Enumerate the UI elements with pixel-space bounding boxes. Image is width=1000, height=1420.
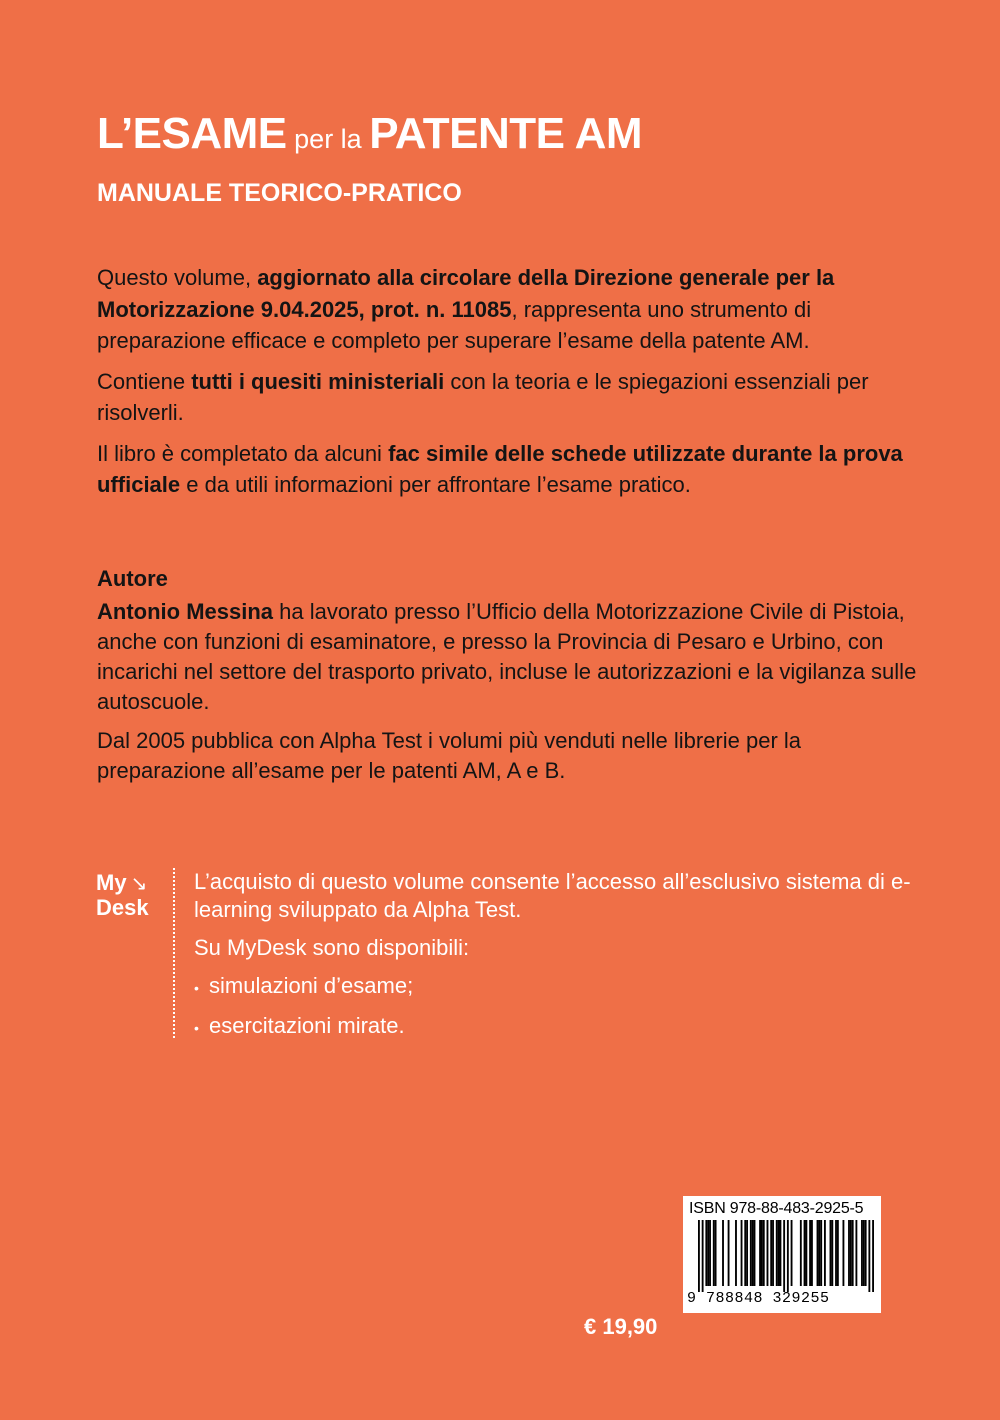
barcode-bar xyxy=(863,1220,865,1286)
title-part-per-la: per la xyxy=(286,124,370,154)
list-item xyxy=(194,972,914,1002)
barcode-bar xyxy=(759,1220,761,1286)
title-part-esame: L’ESAME xyxy=(97,109,287,158)
mydesk-logo xyxy=(96,871,149,920)
desc-text: con la teoria e le spiegazioni essenziali per risolverli. xyxy=(97,368,869,425)
barcode-bars xyxy=(698,1220,874,1292)
barcode xyxy=(683,1196,881,1313)
barcode-bar xyxy=(850,1220,852,1286)
barcode-bar xyxy=(800,1220,802,1286)
barcode-bar xyxy=(761,1220,763,1286)
arrow-down-right-icon: ↘ xyxy=(130,873,148,895)
barcode-bar xyxy=(843,1220,845,1286)
barcode-bar xyxy=(820,1220,822,1286)
barcode-bar xyxy=(741,1220,743,1286)
barcode-bar xyxy=(818,1220,820,1286)
mydesk-logo-my: My xyxy=(96,870,127,895)
barcode-bar xyxy=(752,1220,754,1286)
barcode-bar xyxy=(817,1220,819,1286)
barcode-bar xyxy=(830,1220,832,1286)
price: € 19,90 xyxy=(584,1314,658,1339)
barcode-bar xyxy=(772,1220,774,1286)
barcode-bar xyxy=(783,1220,785,1292)
barcode-bar xyxy=(837,1220,839,1286)
mydesk-info xyxy=(194,868,914,1052)
barcode-bar xyxy=(728,1220,730,1286)
list-item-text: simulazioni d’esame; xyxy=(209,973,414,998)
desc-text: Questo volume, xyxy=(97,265,258,290)
barcode-bar xyxy=(715,1220,717,1286)
barcode-bar xyxy=(744,1220,746,1286)
barcode-bar xyxy=(705,1220,707,1286)
barcode-bar xyxy=(835,1220,837,1286)
barcode-bar xyxy=(746,1220,748,1286)
mydesk-intro: L’acquisto di questo volume consente l’accesso all’esclusivo sistema di e-learning sviluppato da Alpha Test. xyxy=(194,869,911,922)
desc-text: Il libro è completato da alcuni xyxy=(97,440,389,466)
barcode-bar xyxy=(770,1220,772,1286)
list-item xyxy=(194,1012,914,1042)
description-paragraph-2 xyxy=(97,366,927,429)
author-bio xyxy=(97,597,927,717)
desc-text: , rappresenta uno strumento di preparazione efficace e completo per superare l’esame della patente AM. xyxy=(97,296,812,353)
barcode-bar xyxy=(831,1220,833,1286)
book-title xyxy=(97,108,642,165)
barcode-bar xyxy=(702,1220,704,1292)
barcode-bar xyxy=(805,1220,807,1286)
description-paragraph-1 xyxy=(97,262,927,357)
barcode-bar xyxy=(698,1220,700,1292)
barcode-bar xyxy=(754,1220,756,1286)
author-bio-2: Dal 2005 pubblica con Alpha Test i volumi più venduti nelle librerie per la preparazione all’esame per le patenti AM, A e B. xyxy=(97,728,802,783)
title-part-patente: PATENTE AM xyxy=(369,109,643,158)
barcode-bar xyxy=(709,1220,711,1286)
desc-text: Contiene xyxy=(97,368,192,394)
mydesk-list xyxy=(194,972,914,1042)
author-section xyxy=(97,564,927,795)
barcode-bar xyxy=(787,1220,789,1292)
barcode-bar xyxy=(763,1220,765,1286)
title-block xyxy=(97,108,642,208)
book-subtitle: MANUALE TEORICO-PRATICO xyxy=(97,179,462,207)
barcode-bar xyxy=(868,1220,870,1292)
author-bio-text: ha lavorato presso l’Ufficio della Motorizzazione Civile di Pistoia, anche con funzioni di esaminatore, e presso la Provincia di Pesaro e Urbino, con incarichi nel settore del trasporto privato, incluse le autorizzazioni e la vigilanza sulle autoscuole. xyxy=(97,599,917,714)
author-heading: Autore xyxy=(97,566,168,591)
barcode-bar xyxy=(861,1220,863,1286)
barcode-bar xyxy=(735,1220,737,1286)
bullet-icon: • xyxy=(194,980,199,996)
barcode-bar xyxy=(780,1220,782,1286)
barcode-bar xyxy=(707,1220,709,1286)
barcode-bar xyxy=(865,1220,867,1286)
barcode-bar xyxy=(855,1220,857,1286)
desc-bold: tutti i quesiti ministeriali xyxy=(191,368,445,394)
barcode-digits: 9 788848 329255 xyxy=(687,1290,830,1307)
mydesk-logo-desk: Desk xyxy=(96,895,149,920)
barcode-bar xyxy=(872,1220,874,1292)
desc-text: e da utili informazioni per affrontare l’esame pratico. xyxy=(180,472,691,497)
barcode-bar xyxy=(824,1220,826,1286)
barcode-bar xyxy=(722,1220,724,1286)
barcode-bar xyxy=(791,1220,793,1286)
mydesk-divider xyxy=(173,868,176,1038)
barcode-bar xyxy=(776,1220,778,1286)
description xyxy=(97,262,927,510)
isbn-label: ISBN 978-88-483-2925-5 xyxy=(689,1200,864,1217)
bullet-icon: • xyxy=(194,1020,199,1036)
barcode-bar xyxy=(713,1220,715,1286)
list-item-text: esercitazioni mirate. xyxy=(209,1013,405,1038)
desc-bold: fac simile delle schede utilizzate durante la prova ufficiale xyxy=(97,440,903,497)
mydesk-available: Su MyDesk sono disponibili: xyxy=(194,935,470,960)
barcode-bar xyxy=(804,1220,806,1286)
desc-bold: aggiornato alla circolare della Direzione generale per la Motorizzazione 9.04.2025, prot. n. 11085 xyxy=(97,265,835,322)
barcode-bar xyxy=(778,1220,780,1286)
barcode-bar xyxy=(848,1220,850,1286)
barcode-bar xyxy=(767,1220,769,1286)
barcode-bar xyxy=(852,1220,854,1286)
barcode-bar xyxy=(811,1220,813,1286)
barcode-bar xyxy=(750,1220,752,1286)
description-paragraph-3 xyxy=(97,438,927,501)
barcode-bar xyxy=(809,1220,811,1286)
author-name: Antonio Messina xyxy=(97,599,274,624)
